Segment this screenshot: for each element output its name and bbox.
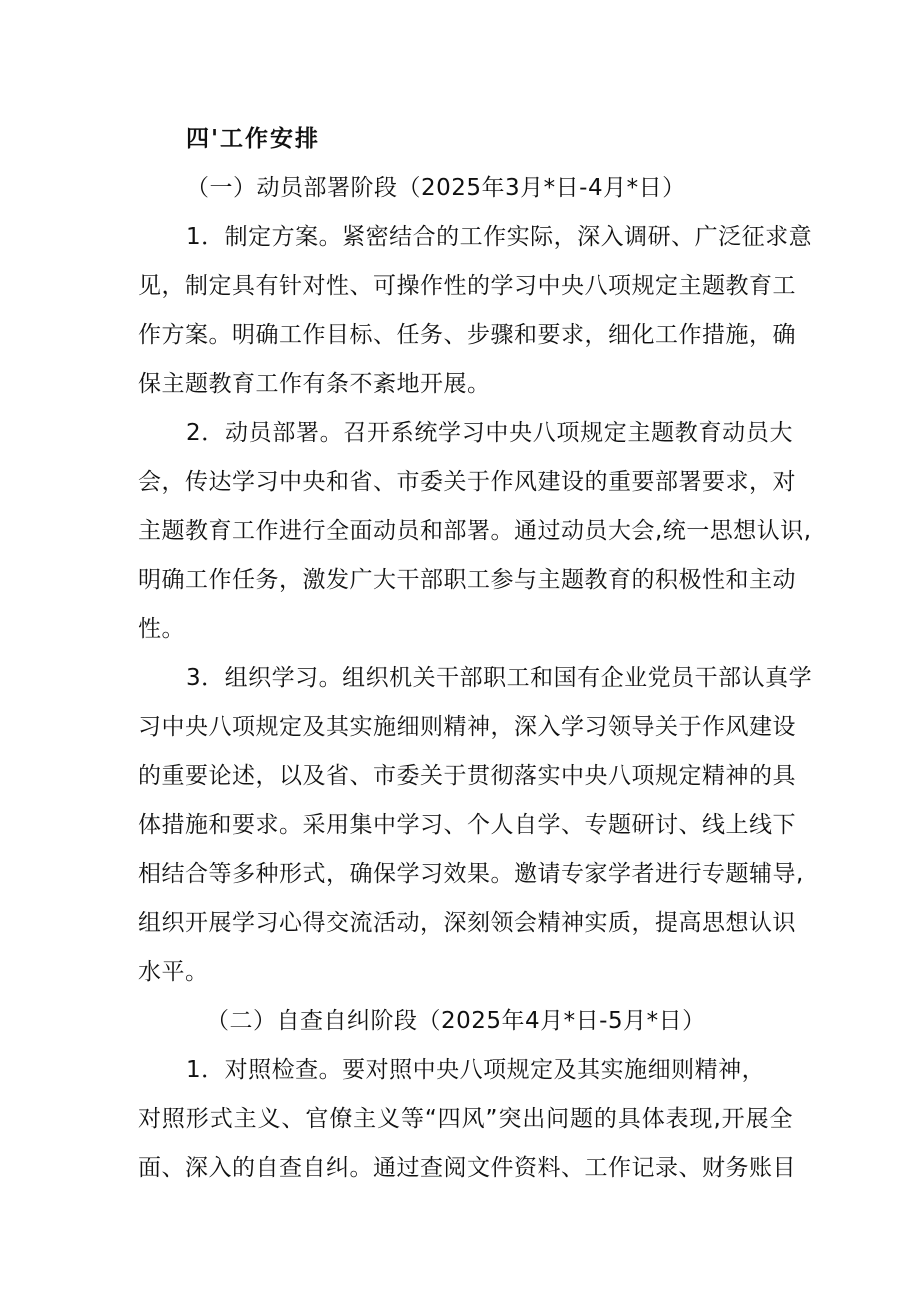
paragraph-line: 水平。 xyxy=(138,959,209,985)
paragraph-line: 性。 xyxy=(138,616,185,642)
paragraph-line: 作方案。明确工作目标、任务、步骤和要求，细化工作措施，确 xyxy=(138,322,796,348)
stage-title-self-inspection: （二）自查自纠阶段（2025年4月*日-5月*日） xyxy=(206,1008,706,1034)
paragraph-line: 会，传达学习中央和省、市委关于作风建设的重要部署要求，对 xyxy=(138,469,796,495)
paragraph-line: 体措施和要求。采用集中学习、个人自学、专题研讨、线上线下 xyxy=(138,812,796,838)
paragraph-line: 主题教育工作进行全面动员和部署。通过动员大会,统一思想认识, xyxy=(138,518,812,544)
stage-title-mobilization: （一）动员部署阶段（2025年3月*日-4月*日） xyxy=(186,175,686,201)
paragraph-line: 1．制定方案。紧密结合的工作实际，深入调研、广泛征求意 xyxy=(186,224,813,250)
paragraph-line: 组织开展学习心得交流活动，深刻领会精神实质，提高思想认识 xyxy=(138,910,796,936)
paragraph-line: 1．对照检查。要对照中央八项规定及其实施细则精神， xyxy=(186,1057,766,1083)
paragraph-line: 面、深入的自查自纠。通过查阅文件资料、工作记录、财务账目 xyxy=(138,1155,796,1181)
paragraph-line: 保主题教育工作有条不紊地开展。 xyxy=(138,371,491,397)
paragraph-line: 3．组织学习。组织机关干部职工和国有企业党员干部认真学 xyxy=(186,665,813,691)
paragraph-line: 2．动员部署。召开系统学习中央八项规定主题教育动员大 xyxy=(186,420,793,446)
paragraph-line: 对照形式主义、官僚主义等“四风”突出问题的具体表现,开展全 xyxy=(138,1106,793,1132)
paragraph-line: 的重要论述，以及省、市委关于贯彻落实中央八项规定精神的具 xyxy=(138,763,796,789)
paragraph-line: 习中央八项规定及其实施细则精神，深入学习领导关于作风建设 xyxy=(138,714,796,740)
section-title: 四'工作安排 xyxy=(186,125,321,152)
paragraph-line: 明确工作任务，激发广大干部职工参与主题教育的积极性和主动 xyxy=(138,567,796,593)
paragraph-line: 见，制定具有针对性、可操作性的学习中央八项规定主题教育工 xyxy=(138,273,796,299)
paragraph-line: 相结合等多种形式，确保学习效果。邀请专家学者进行专题辅导, xyxy=(138,861,804,887)
